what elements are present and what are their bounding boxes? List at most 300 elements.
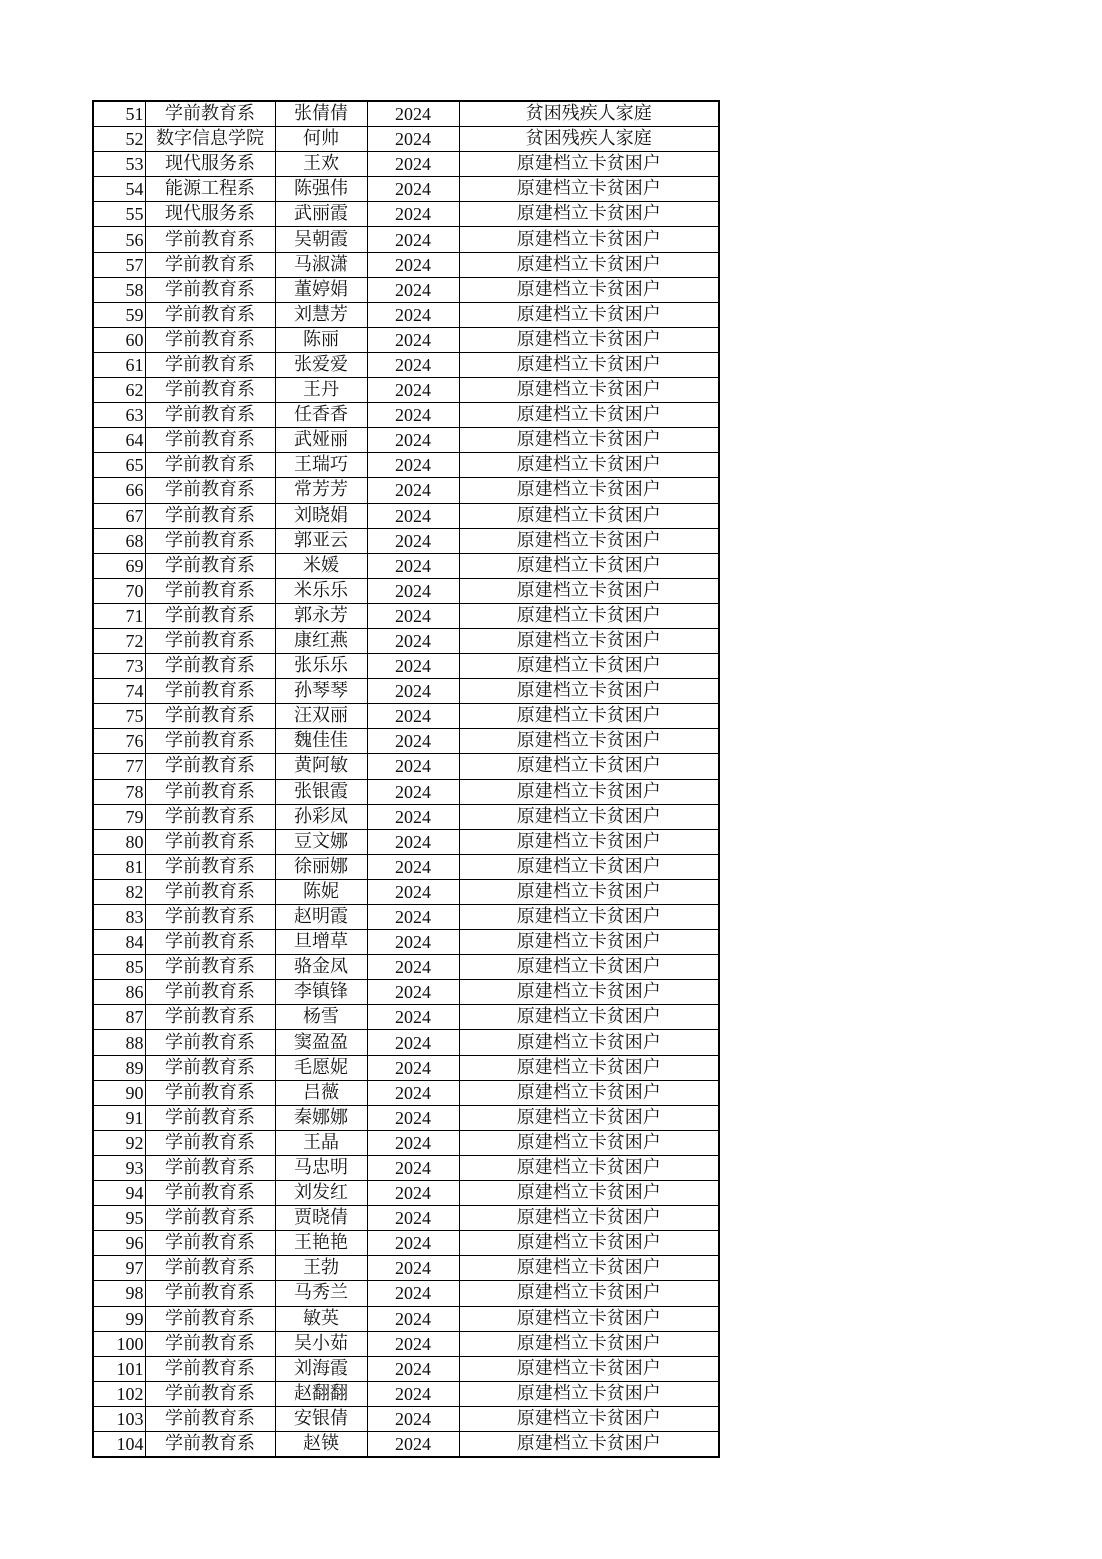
cell-number: 71: [93, 603, 145, 628]
table-row: [93, 1306, 719, 1331]
cell-department: 数字信息学院: [145, 127, 275, 152]
cell-student-name: 康红燕: [275, 628, 367, 653]
table-row: [93, 603, 719, 628]
cell-difficulty-type: 原建档立卡贫困户: [459, 804, 719, 829]
cell-student-name: 窦盈盈: [275, 1030, 367, 1055]
cell-student-name: 张乐乐: [275, 654, 367, 679]
cell-difficulty-type: 原建档立卡贫困户: [459, 1005, 719, 1030]
cell-difficulty-type: 原建档立卡贫困户: [459, 352, 719, 377]
cell-difficulty-type: 原建档立卡贫困户: [459, 1105, 719, 1130]
cell-department: 学前教育系: [145, 729, 275, 754]
cell-number: 88: [93, 1030, 145, 1055]
table-row: [93, 403, 719, 428]
table-row: [93, 1431, 719, 1457]
cell-department: 学前教育系: [145, 955, 275, 980]
cell-year: 2024: [367, 101, 459, 127]
cell-number: 102: [93, 1381, 145, 1406]
cell-student-name: 马忠明: [275, 1155, 367, 1180]
cell-student-name: 王勃: [275, 1256, 367, 1281]
table-row: [93, 553, 719, 578]
cell-year: 2024: [367, 277, 459, 302]
cell-department: 学前教育系: [145, 1130, 275, 1155]
cell-department: 学前教育系: [145, 1005, 275, 1030]
cell-department: 学前教育系: [145, 1155, 275, 1180]
cell-number: 60: [93, 327, 145, 352]
cell-year: 2024: [367, 1030, 459, 1055]
cell-year: 2024: [367, 378, 459, 403]
table-row: [93, 1055, 719, 1080]
cell-year: 2024: [367, 1331, 459, 1356]
cell-year: 2024: [367, 202, 459, 227]
cell-student-name: 李镇锋: [275, 980, 367, 1005]
cell-difficulty-type: 贫困残疾人家庭: [459, 127, 719, 152]
cell-difficulty-type: 原建档立卡贫困户: [459, 1331, 719, 1356]
cell-difficulty-type: 原建档立卡贫困户: [459, 980, 719, 1005]
cell-year: 2024: [367, 930, 459, 955]
cell-year: 2024: [367, 628, 459, 653]
cell-number: 99: [93, 1306, 145, 1331]
cell-department: 学前教育系: [145, 930, 275, 955]
cell-student-name: 旦增草: [275, 930, 367, 955]
cell-difficulty-type: 原建档立卡贫困户: [459, 679, 719, 704]
table-row: [93, 127, 719, 152]
table-row: [93, 1231, 719, 1256]
cell-year: 2024: [367, 1431, 459, 1457]
cell-number: 83: [93, 905, 145, 930]
cell-student-name: 敏英: [275, 1306, 367, 1331]
cell-number: 64: [93, 428, 145, 453]
table-row: [93, 654, 719, 679]
cell-department: 学前教育系: [145, 1181, 275, 1206]
cell-year: 2024: [367, 1155, 459, 1180]
cell-student-name: 刘发红: [275, 1181, 367, 1206]
table-row: [93, 528, 719, 553]
cell-number: 53: [93, 152, 145, 177]
cell-student-name: 黄阿敏: [275, 754, 367, 779]
cell-number: 66: [93, 478, 145, 503]
cell-number: 85: [93, 955, 145, 980]
cell-department: 现代服务系: [145, 202, 275, 227]
table-row: [93, 227, 719, 252]
table-row: [93, 327, 719, 352]
cell-difficulty-type: 原建档立卡贫困户: [459, 1381, 719, 1406]
cell-department: 学前教育系: [145, 829, 275, 854]
cell-student-name: 豆文娜: [275, 829, 367, 854]
table-row: [93, 302, 719, 327]
cell-department: 学前教育系: [145, 1105, 275, 1130]
cell-difficulty-type: 原建档立卡贫困户: [459, 1030, 719, 1055]
cell-difficulty-type: 原建档立卡贫困户: [459, 1206, 719, 1231]
table-row: [93, 1206, 719, 1231]
cell-difficulty-type: 原建档立卡贫困户: [459, 854, 719, 879]
table-row: [93, 955, 719, 980]
cell-difficulty-type: 原建档立卡贫困户: [459, 202, 719, 227]
cell-student-name: 米媛: [275, 553, 367, 578]
cell-difficulty-type: 原建档立卡贫困户: [459, 252, 719, 277]
cell-department: 学前教育系: [145, 101, 275, 127]
cell-department: 学前教育系: [145, 779, 275, 804]
cell-year: 2024: [367, 779, 459, 804]
cell-student-name: 武娅丽: [275, 428, 367, 453]
table-row: [93, 177, 719, 202]
table-row: [93, 804, 719, 829]
cell-number: 78: [93, 779, 145, 804]
cell-number: 68: [93, 528, 145, 553]
cell-number: 87: [93, 1005, 145, 1030]
cell-year: 2024: [367, 679, 459, 704]
cell-student-name: 张爱爱: [275, 352, 367, 377]
cell-department: 学前教育系: [145, 1231, 275, 1256]
cell-department: 学前教育系: [145, 478, 275, 503]
cell-number: 54: [93, 177, 145, 202]
cell-number: 103: [93, 1406, 145, 1431]
cell-year: 2024: [367, 704, 459, 729]
cell-difficulty-type: 原建档立卡贫困户: [459, 1256, 719, 1281]
table-row: [93, 1406, 719, 1431]
cell-year: 2024: [367, 428, 459, 453]
cell-year: 2024: [367, 980, 459, 1005]
cell-year: 2024: [367, 503, 459, 528]
cell-year: 2024: [367, 352, 459, 377]
cell-year: 2024: [367, 227, 459, 252]
cell-number: 52: [93, 127, 145, 152]
table-row: [93, 704, 719, 729]
table-row: [93, 503, 719, 528]
cell-number: 96: [93, 1231, 145, 1256]
cell-year: 2024: [367, 1256, 459, 1281]
table-row: [93, 879, 719, 904]
cell-year: 2024: [367, 829, 459, 854]
cell-number: 51: [93, 101, 145, 127]
cell-year: 2024: [367, 327, 459, 352]
cell-difficulty-type: 原建档立卡贫困户: [459, 1281, 719, 1306]
cell-year: 2024: [367, 905, 459, 930]
cell-number: 58: [93, 277, 145, 302]
cell-department: 学前教育系: [145, 428, 275, 453]
cell-difficulty-type: 原建档立卡贫困户: [459, 302, 719, 327]
cell-number: 59: [93, 302, 145, 327]
cell-difficulty-type: 原建档立卡贫困户: [459, 930, 719, 955]
cell-student-name: 骆金凤: [275, 955, 367, 980]
cell-difficulty-type: 原建档立卡贫困户: [459, 879, 719, 904]
cell-student-name: 武丽霞: [275, 202, 367, 227]
cell-difficulty-type: 原建档立卡贫困户: [459, 553, 719, 578]
table-row: [93, 101, 719, 127]
cell-year: 2024: [367, 1381, 459, 1406]
cell-year: 2024: [367, 1281, 459, 1306]
student-aid-table: [92, 100, 720, 1458]
cell-number: 57: [93, 252, 145, 277]
table-row: [93, 202, 719, 227]
cell-difficulty-type: 原建档立卡贫困户: [459, 277, 719, 302]
cell-student-name: 郭永芳: [275, 603, 367, 628]
cell-year: 2024: [367, 177, 459, 202]
cell-year: 2024: [367, 1206, 459, 1231]
cell-student-name: 何帅: [275, 127, 367, 152]
table-row: [93, 1030, 719, 1055]
cell-number: 79: [93, 804, 145, 829]
cell-difficulty-type: 原建档立卡贫困户: [459, 603, 719, 628]
cell-department: 学前教育系: [145, 1281, 275, 1306]
cell-year: 2024: [367, 528, 459, 553]
table-row: [93, 679, 719, 704]
cell-department: 学前教育系: [145, 654, 275, 679]
cell-number: 63: [93, 403, 145, 428]
cell-student-name: 王艳艳: [275, 1231, 367, 1256]
cell-department: 学前教育系: [145, 1356, 275, 1381]
cell-year: 2024: [367, 1105, 459, 1130]
cell-student-name: 张倩倩: [275, 101, 367, 127]
cell-difficulty-type: 原建档立卡贫困户: [459, 754, 719, 779]
cell-year: 2024: [367, 1080, 459, 1105]
cell-difficulty-type: 原建档立卡贫困户: [459, 829, 719, 854]
cell-difficulty-type: 原建档立卡贫困户: [459, 1356, 719, 1381]
cell-student-name: 张银霞: [275, 779, 367, 804]
cell-number: 67: [93, 503, 145, 528]
cell-year: 2024: [367, 1356, 459, 1381]
cell-number: 86: [93, 980, 145, 1005]
cell-number: 95: [93, 1206, 145, 1231]
cell-department: 学前教育系: [145, 1030, 275, 1055]
table-row: [93, 352, 719, 377]
cell-department: 学前教育系: [145, 1381, 275, 1406]
cell-year: 2024: [367, 804, 459, 829]
cell-number: 72: [93, 628, 145, 653]
table-row: [93, 854, 719, 879]
cell-difficulty-type: 原建档立卡贫困户: [459, 453, 719, 478]
cell-student-name: 赵明霞: [275, 905, 367, 930]
cell-year: 2024: [367, 1130, 459, 1155]
cell-student-name: 王丹: [275, 378, 367, 403]
cell-student-name: 刘慧芳: [275, 302, 367, 327]
cell-year: 2024: [367, 478, 459, 503]
cell-department: 学前教育系: [145, 1431, 275, 1457]
cell-department: 学前教育系: [145, 628, 275, 653]
cell-year: 2024: [367, 1005, 459, 1030]
cell-department: 学前教育系: [145, 252, 275, 277]
cell-difficulty-type: 原建档立卡贫困户: [459, 152, 719, 177]
cell-difficulty-type: 原建档立卡贫困户: [459, 955, 719, 980]
cell-difficulty-type: 原建档立卡贫困户: [459, 1181, 719, 1206]
cell-student-name: 郭亚云: [275, 528, 367, 553]
cell-difficulty-type: 原建档立卡贫困户: [459, 704, 719, 729]
table-row: [93, 1105, 719, 1130]
table-row: [93, 1155, 719, 1180]
cell-year: 2024: [367, 553, 459, 578]
cell-year: 2024: [367, 252, 459, 277]
cell-student-name: 马淑潇: [275, 252, 367, 277]
cell-student-name: 陈妮: [275, 879, 367, 904]
cell-student-name: 王瑞巧: [275, 453, 367, 478]
cell-difficulty-type: 原建档立卡贫困户: [459, 1431, 719, 1457]
cell-department: 学前教育系: [145, 804, 275, 829]
cell-year: 2024: [367, 1181, 459, 1206]
cell-number: 55: [93, 202, 145, 227]
cell-number: 89: [93, 1055, 145, 1080]
cell-student-name: 赵翻翻: [275, 1381, 367, 1406]
cell-year: 2024: [367, 302, 459, 327]
table-row: [93, 277, 719, 302]
cell-difficulty-type: 原建档立卡贫困户: [459, 1130, 719, 1155]
cell-difficulty-type: 原建档立卡贫困户: [459, 327, 719, 352]
cell-student-name: 刘海霞: [275, 1356, 367, 1381]
table-row: [93, 453, 719, 478]
cell-difficulty-type: 原建档立卡贫困户: [459, 1080, 719, 1105]
cell-year: 2024: [367, 127, 459, 152]
cell-difficulty-type: 原建档立卡贫困户: [459, 1155, 719, 1180]
cell-number: 94: [93, 1181, 145, 1206]
cell-student-name: 安银倩: [275, 1406, 367, 1431]
cell-student-name: 常芳芳: [275, 478, 367, 503]
table-row: [93, 478, 719, 503]
table-row: [93, 980, 719, 1005]
cell-student-name: 陈丽: [275, 327, 367, 352]
cell-department: 学前教育系: [145, 352, 275, 377]
cell-number: 70: [93, 578, 145, 603]
table-row: [93, 1281, 719, 1306]
cell-department: 能源工程系: [145, 177, 275, 202]
cell-department: 学前教育系: [145, 1306, 275, 1331]
cell-department: 学前教育系: [145, 905, 275, 930]
table-row: [93, 1130, 719, 1155]
table-body: [93, 101, 719, 1457]
cell-student-name: 杨雪: [275, 1005, 367, 1030]
table-row: [93, 829, 719, 854]
cell-year: 2024: [367, 403, 459, 428]
cell-difficulty-type: 原建档立卡贫困户: [459, 478, 719, 503]
table-row: [93, 1080, 719, 1105]
cell-department: 学前教育系: [145, 1256, 275, 1281]
cell-year: 2024: [367, 1306, 459, 1331]
cell-student-name: 米乐乐: [275, 578, 367, 603]
cell-difficulty-type: 原建档立卡贫困户: [459, 578, 719, 603]
cell-number: 82: [93, 879, 145, 904]
cell-department: 学前教育系: [145, 553, 275, 578]
table-row: [93, 1181, 719, 1206]
cell-number: 93: [93, 1155, 145, 1180]
cell-number: 56: [93, 227, 145, 252]
cell-number: 101: [93, 1356, 145, 1381]
table-row: [93, 378, 719, 403]
cell-department: 学前教育系: [145, 528, 275, 553]
cell-department: 学前教育系: [145, 754, 275, 779]
cell-number: 92: [93, 1130, 145, 1155]
cell-department: 学前教育系: [145, 1406, 275, 1431]
cell-student-name: 陈强伟: [275, 177, 367, 202]
cell-difficulty-type: 原建档立卡贫困户: [459, 177, 719, 202]
table-row: [93, 905, 719, 930]
cell-department: 学前教育系: [145, 403, 275, 428]
cell-difficulty-type: 原建档立卡贫困户: [459, 905, 719, 930]
cell-number: 76: [93, 729, 145, 754]
cell-difficulty-type: 原建档立卡贫困户: [459, 1055, 719, 1080]
cell-department: 学前教育系: [145, 1080, 275, 1105]
cell-department: 学前教育系: [145, 603, 275, 628]
cell-number: 65: [93, 453, 145, 478]
cell-number: 73: [93, 654, 145, 679]
cell-number: 104: [93, 1431, 145, 1457]
cell-year: 2024: [367, 578, 459, 603]
table-row: [93, 754, 719, 779]
cell-year: 2024: [367, 955, 459, 980]
cell-department: 学前教育系: [145, 327, 275, 352]
cell-department: 学前教育系: [145, 1055, 275, 1080]
table-row: [93, 578, 719, 603]
cell-department: 学前教育系: [145, 980, 275, 1005]
cell-difficulty-type: 原建档立卡贫困户: [459, 428, 719, 453]
cell-difficulty-type: 原建档立卡贫困户: [459, 729, 719, 754]
cell-number: 61: [93, 352, 145, 377]
cell-year: 2024: [367, 603, 459, 628]
cell-student-name: 吴朝霞: [275, 227, 367, 252]
cell-number: 100: [93, 1331, 145, 1356]
cell-student-name: 刘晓娟: [275, 503, 367, 528]
cell-department: 学前教育系: [145, 302, 275, 327]
cell-number: 84: [93, 930, 145, 955]
cell-department: 学前教育系: [145, 879, 275, 904]
cell-difficulty-type: 原建档立卡贫困户: [459, 1231, 719, 1256]
cell-year: 2024: [367, 879, 459, 904]
cell-number: 77: [93, 754, 145, 779]
cell-year: 2024: [367, 1231, 459, 1256]
cell-department: 学前教育系: [145, 854, 275, 879]
cell-student-name: 孙琴琴: [275, 679, 367, 704]
cell-department: 学前教育系: [145, 704, 275, 729]
cell-student-name: 董婷娟: [275, 277, 367, 302]
cell-department: 学前教育系: [145, 679, 275, 704]
table-row: [93, 428, 719, 453]
cell-department: 学前教育系: [145, 1331, 275, 1356]
cell-department: 学前教育系: [145, 227, 275, 252]
cell-number: 80: [93, 829, 145, 854]
cell-department: 学前教育系: [145, 578, 275, 603]
cell-difficulty-type: 原建档立卡贫困户: [459, 628, 719, 653]
cell-student-name: 秦娜娜: [275, 1105, 367, 1130]
cell-number: 69: [93, 553, 145, 578]
cell-year: 2024: [367, 1406, 459, 1431]
table-row: [93, 930, 719, 955]
cell-student-name: 王欢: [275, 152, 367, 177]
table-row: [93, 1356, 719, 1381]
cell-student-name: 汪双丽: [275, 704, 367, 729]
cell-student-name: 吴小茹: [275, 1331, 367, 1356]
cell-year: 2024: [367, 654, 459, 679]
cell-student-name: 王晶: [275, 1130, 367, 1155]
cell-difficulty-type: 原建档立卡贫困户: [459, 378, 719, 403]
cell-difficulty-type: 原建档立卡贫困户: [459, 227, 719, 252]
table-row: [93, 1005, 719, 1030]
cell-number: 62: [93, 378, 145, 403]
cell-department: 学前教育系: [145, 453, 275, 478]
cell-number: 90: [93, 1080, 145, 1105]
cell-number: 97: [93, 1256, 145, 1281]
cell-student-name: 赵锳: [275, 1431, 367, 1457]
cell-student-name: 吕薇: [275, 1080, 367, 1105]
cell-year: 2024: [367, 152, 459, 177]
table-row: [93, 1256, 719, 1281]
cell-department: 学前教育系: [145, 378, 275, 403]
cell-difficulty-type: 贫困残疾人家庭: [459, 101, 719, 127]
cell-student-name: 贾晓倩: [275, 1206, 367, 1231]
cell-year: 2024: [367, 1055, 459, 1080]
cell-number: 91: [93, 1105, 145, 1130]
cell-department: 学前教育系: [145, 277, 275, 302]
cell-student-name: 徐丽娜: [275, 854, 367, 879]
cell-student-name: 任香香: [275, 403, 367, 428]
cell-number: 98: [93, 1281, 145, 1306]
cell-department: 学前教育系: [145, 1206, 275, 1231]
cell-student-name: 毛愿妮: [275, 1055, 367, 1080]
